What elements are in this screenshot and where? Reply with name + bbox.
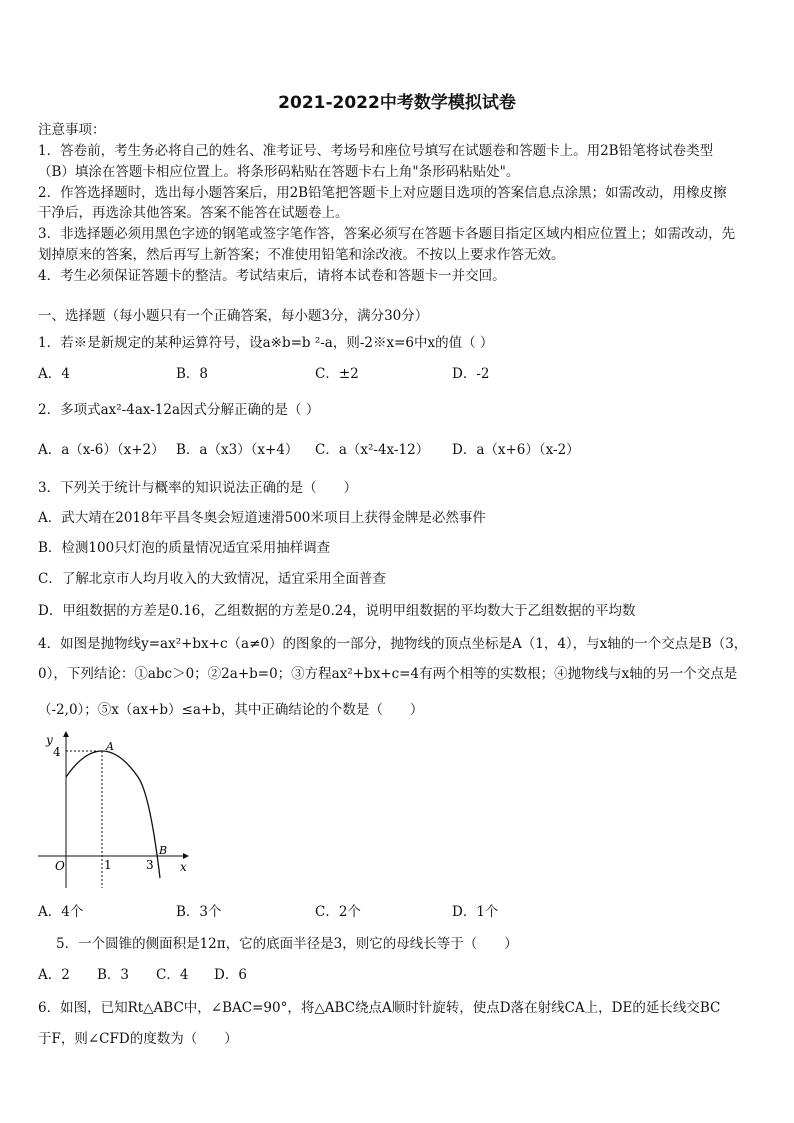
notice-line: （B）填涂在答题卡相应位置上。将条形码粘贴在答题卡右上角"条形码粘贴处"。 — [38, 164, 520, 180]
question-1-stem: 1．若※是新规定的某种运算符号，设a※b=b ²-a，则-2※x=6中x的值（ ） — [38, 335, 494, 351]
option-b: B．3个 — [176, 904, 222, 920]
notice-line: 3．非选择题必须用黑色字迹的钢笔或签字笔作答，答案必须写在答题卡各题目指定区域内相应位置上；如需改动，先 — [38, 226, 736, 242]
option-c: C．2个 — [315, 904, 361, 920]
question-5-stem: 5．一个圆锥的侧面积是12π，它的底面半径是3，则它的母线长等于（ ） — [56, 936, 518, 952]
question-2-options — [38, 440, 760, 460]
option-b: B．8 — [176, 366, 209, 382]
notice-line: 2．作答选择题时，选出每小题答案后，用2B铅笔把答题卡上对应题目选项的答案信息点涂黑；如需改动，用橡皮擦 — [38, 185, 727, 201]
question-4-line: 4．如图是抛物线y=ax²+bx+c（a≠0）的图象的一部分，抛物线的顶点坐标是A（1，4），与x轴的一个交点是B（3， — [38, 636, 748, 652]
question-3-choice-b: B．检测100只灯泡的质量情况适宜采用抽样调查 — [38, 540, 331, 556]
option-a: A．4个 — [38, 904, 84, 920]
option-d: D．-2 — [452, 366, 490, 382]
notice-heading: 注意事项： — [38, 122, 106, 138]
y-axis-label: y — [46, 733, 53, 747]
x-axis-label: x — [180, 860, 187, 874]
exam-title: 2021-2022中考数学模拟试卷 — [278, 93, 516, 113]
option-d: D．1个 — [452, 904, 499, 920]
origin-label: O — [55, 859, 65, 873]
option-b: B．3 — [97, 967, 130, 983]
question-3-choice-d: D．甲组数据的方差是0.16，乙组数据的方差是0.24，说明甲组数据的平均数大于乙组数据的平均数 — [38, 603, 636, 619]
notice-line: 1．答卷前，考生务必将自己的姓名、准考证号、考场号和座位号填写在试题卷和答题卡上。用2B铅笔将试卷类型 — [38, 143, 714, 159]
x-tick-label: 3 — [146, 858, 154, 872]
option-a: A．4 — [38, 366, 70, 382]
point-a-label: A — [106, 740, 114, 753]
point-b-label: B — [159, 844, 168, 857]
question-3-choice-a: A．武大靖在2018年平昌冬奥会短道速滑500米项目上获得金牌是必然事件 — [38, 510, 486, 526]
notice-line: 4．考生必须保证答题卡的整洁。考试结束后，请将本试卷和答题卡一并交回。 — [38, 268, 506, 284]
parabola-graph — [36, 728, 196, 893]
option-a: A．a（x-6）（x+2） — [38, 442, 165, 458]
option-c: C．4 — [156, 967, 189, 983]
notice-line: 划掉原来的答案，然后再写上新答案；不准使用铅笔和涂改液。不按以上要求作答无效。 — [38, 247, 565, 263]
option-d: D．6 — [214, 967, 247, 983]
question-1-options — [38, 364, 760, 384]
question-5-options — [38, 965, 760, 985]
option-c: C．±2 — [315, 366, 359, 382]
question-6-line: 6．如图，已知Rt△ABC中，∠BAC=90°，将△ABC绕点A顺时针旋转，使点D落在射线CA上，DE的延长线交BC — [38, 1000, 721, 1016]
question-2-stem: 2．多项式ax²-4ax-12a因式分解正确的是（ ） — [38, 402, 320, 418]
section-heading: 一、选择题（每小题只有一个正确答案，每小题3分，满分30分） — [38, 308, 429, 324]
question-4-options — [38, 902, 760, 922]
option-d: D．a（x+6）（x-2） — [452, 442, 580, 458]
question-3-stem: 3．下列关于统计与概率的知识说法正确的是（ ） — [38, 480, 358, 496]
option-c: C．a（x²-4x-12） — [315, 442, 430, 458]
option-b: B．a（x3）（x+4） — [176, 442, 299, 458]
question-6-line: 于F，则∠CFD的度数为（ ） — [38, 1031, 238, 1047]
y-tick-label: 4 — [53, 745, 61, 759]
notice-line: 干净后，再选涂其他答案。答案不能答在试题卷上。 — [38, 205, 349, 221]
question-4-line: 0），下列结论：①abc＞0；②2a+b=0；③方程ax²+bx+c=4有两个相等的实数根；④抛物线与x轴的另一个交点是 — [38, 666, 738, 682]
question-4-line: （-2,0）；⑤x（ax+b）≤a+b，其中正确结论的个数是（ ） — [38, 702, 424, 718]
x-tick-label: 1 — [104, 858, 112, 872]
option-a: A．2 — [38, 967, 70, 983]
question-3-choice-c: C．了解北京市人均月收入的大致情况，适宜采用全面普查 — [38, 571, 386, 587]
